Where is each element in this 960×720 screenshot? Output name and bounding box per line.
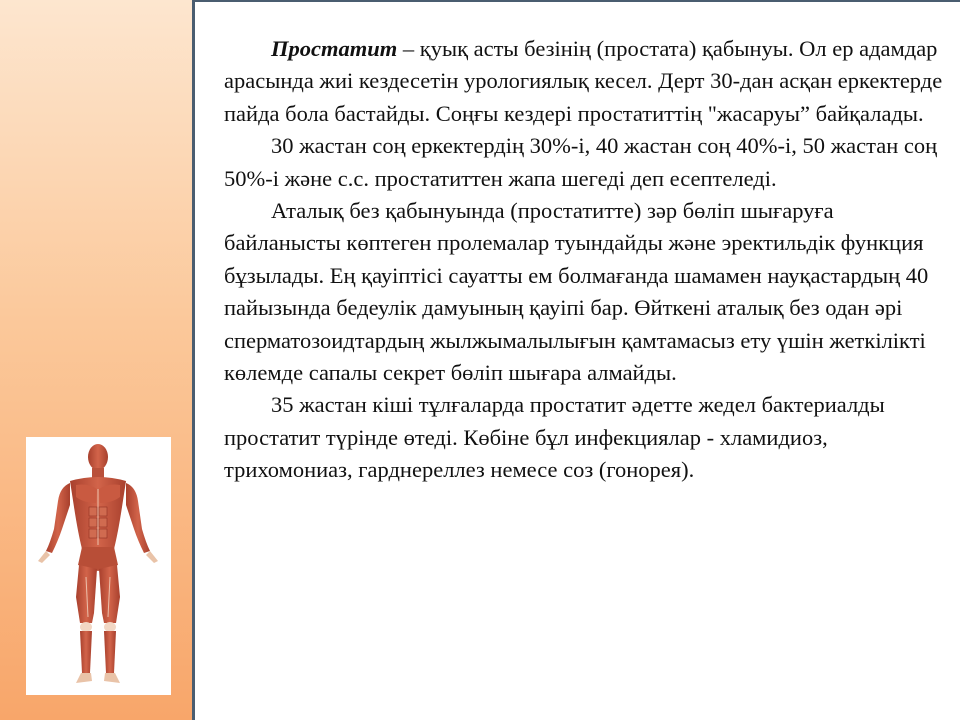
paragraph-complications [224, 195, 944, 389]
slide-border-top [192, 0, 960, 2]
anatomy-illustration [26, 437, 171, 695]
muscle-figure-icon [26, 437, 171, 695]
slide-border-vertical [192, 0, 195, 720]
paragraph-statistics [224, 130, 944, 195]
paragraph-text: 30 жастан соң еркектердің 30%-і, 40 жастан соң 40%-і, 50 жастан соң 50%-і және с.с. простатиттен жапа шегеді деп есептеледі. [224, 133, 938, 191]
paragraph-text: Аталық без қабынуында (простатитте) зәр бөліп шығаруға байланысты көптеген пролемалар туындайды және эректильдік функция бұзылады. Ең қауіптісі сауатты ем болмағанда шамамен науқастардың 40 пайызында бедеулік дамуының қауіпі бар. Өйткені аталық без одан әрі сперматозоидтардың жылжымалылығын қамтамасыз ету үшін жеткілікті көлемде сапалы секрет бөліп шығара алмайды. [224, 198, 929, 386]
paragraph-text: 35 жастан кіші тұлғаларда простатит әдетте жедел бактериалды простатит түрінде өтеді. Көбіне бұл инфекциялар - хламидиоз, трихомониаз, гарднереллез немесе соз (гонорея). [224, 392, 885, 483]
paragraph-definition [224, 33, 944, 130]
term-prostatitis: Простатит [271, 36, 398, 61]
paragraph-text: – қуық асты безінің (простата) қабынуы. Ол ер адамдар арасында жиі кездесетін урологиялық кесел. Дерт 30-дан асқан еркектерде пайда бола бастайды. Соңғы кездері простатиттің "жасаруы” байқалады. [224, 36, 943, 126]
paragraph-infections [224, 389, 944, 486]
text-body [224, 33, 944, 487]
